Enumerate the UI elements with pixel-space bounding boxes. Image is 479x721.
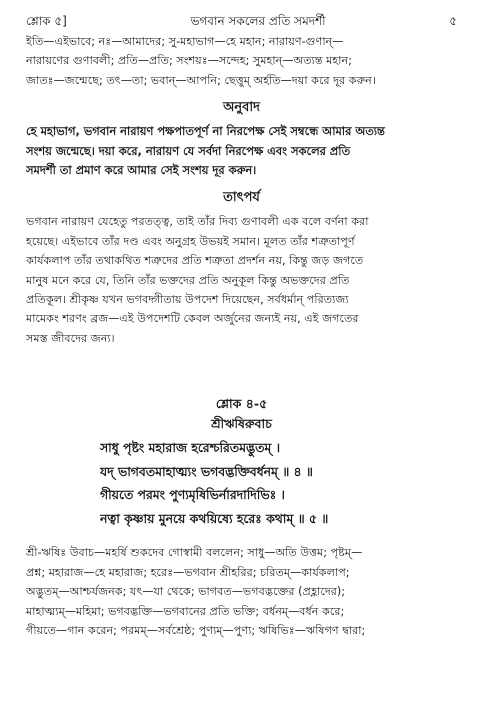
synonyms-top bbox=[26, 32, 457, 90]
translation-heading: অনুবাদ bbox=[223, 100, 260, 116]
purport-line: মানুষ মনে করে যে, তিনি তাঁর ভক্তদের প্রতি অনুকূল কিন্তু অভক্তদের প্রতি bbox=[26, 273, 350, 287]
verse-line: যদ্ ভাগবতমাহাত্ম্যং ভগবদ্ভক্তিবর্ধনম্ ॥ ৪ ॥ bbox=[100, 463, 313, 479]
synonyms-line: ইতি—এইভাবে; নঃ—আমাদের; সু-মহাভাগ—হে মহান; নারায়ণ-গুণান্— bbox=[26, 35, 344, 48]
synonyms-line: শ্রী-ঋষিঃ উবাচ—মহর্ষি শুকদেব গোস্বামী বললেন; সাধু—অতি উত্তম; পৃষ্টম্— bbox=[26, 546, 363, 560]
purport-line: হয়েছে। এইভাবে তাঁর দণ্ড এবং অনুগ্রহ উভয়ই সমান। মূলত তাঁর শত্রুতাপূর্ণ bbox=[26, 234, 355, 248]
purport-line: প্রতিকূল। শ্রীকৃষ্ণ যখন ভগবদ্গীতায় উপদেশ দিয়েছেন, সর্বধর্মান্ পরিত্যজ্য bbox=[26, 293, 349, 307]
verse-line: নত্বা কৃষ্ণায় মুনয়ে কথয়িষ্যে হরেঃ কথাম্ ॥ ৫ ॥ bbox=[100, 510, 329, 526]
synonyms-line: প্রশ্ন; মহারাজ—হে মহারাজ; হরেঃ—ভগবান শ্রীহরির; চরিতম্—কার্যকলাপ; bbox=[26, 565, 350, 579]
synonyms-bottom bbox=[26, 543, 457, 640]
synonyms-line: অদ্ভুতম্—আশ্চর্যজনক; যৎ—যা থেকে; ভাগবত—ভগবদ্ভক্তের (প্রহ্লাদের); bbox=[26, 585, 346, 599]
verse-number: শ্লোক ৪-৫ bbox=[215, 396, 268, 412]
translation-line: সমদর্শী তা প্রমাণ করে আমার সেই সংশয় দূর করুন। bbox=[26, 163, 257, 178]
translation-line: হে মহাভাগ, ভগবান নারায়ণ পক্ষপাতপূর্ণ না নিরপেক্ষ সেই সম্বন্ধে আমার অত্যন্ত bbox=[26, 124, 385, 139]
purport-line: কার্যকলাপ তাঁর তথাকথিত শত্রুদের প্রতি শত্রুতা প্রদর্শন নয়, কিন্তু জড় জগতে bbox=[26, 254, 364, 268]
purport-line: সমস্ত জীবদের জন্য। bbox=[26, 331, 115, 345]
translation-line: সংশয় জন্মেছে। দয়া করে, নারায়ণ যে সর্বদা নিরপেক্ষ এবং সকলের প্রতি bbox=[26, 143, 351, 158]
verse-reference: শ্লোক ৫] bbox=[26, 14, 67, 28]
verse-line: গীয়তে পরমং পুণ্যমৃষিভির্নারদাদিভিঃ । bbox=[100, 487, 285, 503]
purport-line: মামেকং শরণং ব্রজ—এই উপদেশটি কেবল অর্জুনের জন্যই নয়, এই জগতের bbox=[26, 312, 359, 326]
translation-text bbox=[26, 122, 457, 180]
verse-heading bbox=[26, 394, 457, 434]
synonyms-line: মাহাত্ম্যম্—মহিমা; ভগবদ্ভক্তি—ভগবানের প্রতি ভক্তি; বর্ধনম্—বর্ধন করে; bbox=[26, 604, 345, 618]
verse-line: সাধু পৃষ্টং মহারাজ হরেশ্চরিতমদ্ভুতম্ । bbox=[100, 440, 281, 456]
chapter-title: ভগবান সকলের প্রতি সমদর্শী bbox=[190, 14, 326, 28]
synonyms-line: নারায়ণের গুণাবলী; প্রতি—প্রতি; সংশয়ঃ—সন্দেহ; সুমহান্—অত্যন্ত মহান; bbox=[26, 54, 352, 68]
verse-speaker: শ্রীঋষিরুবাচ bbox=[211, 416, 272, 432]
page-number: ৫ bbox=[449, 14, 457, 28]
running-header bbox=[26, 10, 457, 32]
synonyms-line: জাতঃ—জন্মেছে; তৎ—তা; ভবান্—আপনি; ছেত্তুম্ অর্হতি—দয়া করে দূর করুন। bbox=[26, 73, 376, 87]
purport-text bbox=[26, 212, 457, 348]
synonyms-line: গীয়তে—গান করেন; পরমম্—সর্বশ্রেষ্ঠ; পুণ্যম্—পুণ্য; ঋষিভিঃ—ঋষিগণ দ্বারা; bbox=[26, 623, 366, 637]
sanskrit-verse bbox=[26, 436, 457, 530]
purport-heading: তাৎপর্য bbox=[223, 190, 260, 206]
purport-line: ভগবান নারায়ণ যেহেতু পরতত্ত্ব, তাই তাঁর দিব্য গুণাবলী এক বলে বর্ণনা করা bbox=[26, 215, 369, 229]
